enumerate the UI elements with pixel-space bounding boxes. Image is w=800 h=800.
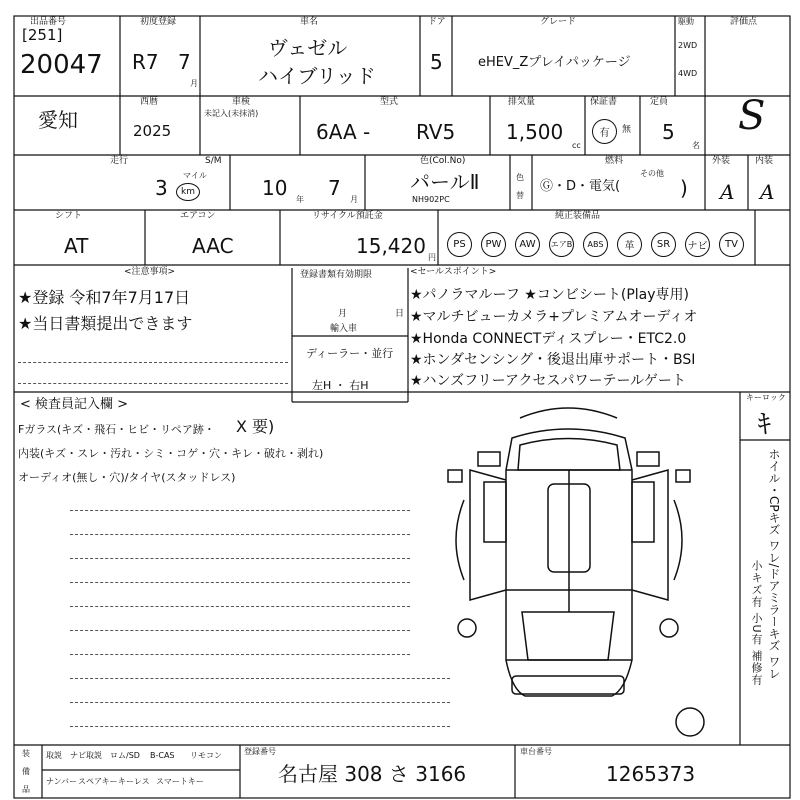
inspector-dash-line (70, 630, 410, 631)
aircon-value: AAC (192, 234, 234, 258)
sales-point-5: ★ハンズフリーアクセスパワーテールゲート (410, 373, 686, 389)
attachment-item: ナビ取説 (70, 751, 102, 760)
chassis-label: 車台番号 (520, 747, 552, 756)
equipment-item: SR (651, 232, 676, 257)
day-label: 日 (395, 309, 405, 319)
shift-value: AT (64, 234, 89, 258)
car-name-label: 車名 (300, 17, 319, 27)
inspector-dash-line (70, 678, 450, 679)
score-value: S (738, 93, 766, 139)
warranty-label: 保証書 (590, 97, 618, 107)
inspector-dash-line (70, 702, 450, 703)
auction-no-label: 出品番号 (30, 17, 67, 27)
attach-label-2: 備 (22, 767, 30, 776)
fuel-other: その他 (640, 169, 664, 178)
model-code: RV5 (416, 120, 456, 144)
sales-point-4: ★ホンダセンシング・後退出庫サポート・BSI (410, 352, 696, 368)
attachment-item: ナンバー (46, 777, 78, 786)
inspector-dash-line (70, 582, 410, 583)
shaken-note: 未記入(未抹消) (204, 109, 259, 118)
shaken-month: 7 (328, 176, 341, 200)
inspector-line-3: オーディオ(無し・穴)/タイヤ(スタッドレス) (18, 471, 236, 484)
drive-2wd: 2WD (678, 41, 698, 50)
attachment-item: ロム/SD (110, 751, 140, 760)
recycle-value: 15,420 (356, 234, 426, 258)
inspector-dash-line (70, 510, 410, 511)
model-year-value: 2025 (133, 122, 172, 140)
equipment-item: ナビ (685, 232, 710, 257)
reg-date-label: 登録書類有効期限 (300, 270, 373, 280)
color-code: NH902PC (412, 195, 450, 204)
shaken-year: 10 (262, 176, 288, 200)
equipment-item: AW (515, 232, 540, 257)
model-year-label: 西暦 (140, 97, 159, 107)
attach-label-3: 品 (22, 785, 30, 794)
equipment-item: TV (719, 232, 744, 257)
equipment-item: ABS (583, 232, 608, 257)
sales-point-2: ★マルチビューカメラ+プレミアムオーディオ (410, 309, 698, 325)
inspector-dash-line (70, 726, 450, 727)
equipment-item: PW (481, 232, 506, 257)
fuel-close: ) (680, 176, 688, 200)
attachment-item: リモコン (190, 751, 222, 760)
equipment-label: 純正装備品 (555, 211, 601, 221)
color-label: 色(Col.No) (420, 156, 466, 166)
recycle-unit: 円 (428, 253, 436, 262)
car-name-2: ハイブリッド (258, 64, 376, 88)
fuel-label: 燃料 (605, 156, 624, 166)
reg-month: 7 (178, 50, 191, 74)
key-label: キーロック (746, 393, 786, 402)
color-change-2: 替 (516, 191, 524, 200)
attachment-item: 取説 (46, 751, 62, 760)
attachment-item: キーレス (118, 777, 150, 786)
plate-label: 登録番号 (244, 747, 276, 756)
inspector-line-1b: X 要) (236, 417, 275, 436)
capacity-value: 5 (662, 120, 675, 144)
drive-4wd: 4WD (678, 69, 698, 78)
cc-value: 1,500 (506, 120, 564, 144)
key-mark-icon: ｷ (758, 410, 772, 440)
notes-line-1: ★登録 令和7年7月17日 (18, 288, 191, 307)
shaken-month-unit: 月 (350, 195, 358, 204)
grade-label: グレード (540, 17, 577, 27)
displacement-label: 排気量 (508, 97, 536, 107)
chassis-value: 1265373 (606, 762, 696, 786)
capacity-label: 定員 (650, 97, 669, 107)
month-label: 月 (338, 309, 348, 319)
import-label: 輸入車 (330, 324, 358, 334)
mileage-label: 走行 (110, 156, 129, 166)
sales-point-1: ★パノラマルーフ ★コンビシート(Play専用) (410, 287, 689, 303)
grade-value: eHEV_Zプレイパッケージ (478, 55, 631, 70)
shaken-year-unit: 年 (296, 195, 304, 204)
region-value: 愛知 (38, 108, 78, 132)
interior-grade: A (760, 180, 775, 204)
inspector-label: < 検査員記入欄 > (20, 397, 129, 412)
plate-value: 名古屋 308 さ 3166 (278, 762, 467, 786)
first-reg-label: 初度登録 (140, 17, 177, 27)
mileage-value: 3 (155, 176, 168, 200)
inspector-line-2: 内装(キズ・スレ・汚れ・シミ・コゲ・穴・キレ・破れ・剥れ) (18, 447, 324, 460)
attachment-item: B-CAS (150, 751, 175, 760)
equipment-item: PS (447, 232, 472, 257)
model-label: 型式 (380, 97, 399, 107)
attachment-item: スペアキー (78, 777, 118, 786)
lot-prefix: [251] (22, 26, 63, 44)
aircon-label: エアコン (180, 211, 216, 221)
inspector-dash-line (70, 534, 410, 535)
sales-points-label: <セールスポイント> (410, 267, 497, 277)
shift-label: シフト (55, 211, 83, 221)
shaken-label: 車検 (232, 97, 251, 107)
color-change-1: 色 (516, 173, 524, 182)
interior-label: 内装 (755, 156, 774, 166)
inspector-dash-line (70, 654, 410, 655)
reg-month-unit: 月 (190, 79, 198, 88)
meter-label: S/M (205, 156, 222, 166)
inspector-dash-line (70, 558, 410, 559)
mileage-unit-top: マイル (183, 171, 207, 180)
warranty-yes-circled: 有 (592, 119, 617, 144)
fuel-value: Ⓖ・D・電気( (540, 179, 621, 194)
equipment-item: 革 (617, 232, 642, 257)
attachment-item: スマートキー (156, 777, 204, 786)
notes-label: <注意事項> (124, 267, 176, 277)
import-dealer: ディーラー・並行 (306, 347, 394, 360)
score-label: 評価点 (730, 17, 758, 27)
side-note-1: ホイル・CPキズ ワレ/ドアミラーキズ ワレ (767, 448, 781, 680)
side-note-2: 小キズ有 小U有 補修有 (750, 560, 763, 687)
exterior-label: 外装 (712, 156, 731, 166)
inspector-dash-line (70, 606, 410, 607)
import-steer: 左H ・ 右H (312, 379, 369, 392)
capacity-unit: 名 (692, 141, 700, 150)
doors-label: ドア (428, 17, 446, 27)
attach-label-1: 装 (22, 749, 30, 758)
color-name: パールⅡ (410, 170, 480, 194)
cc-unit: cc (572, 141, 581, 150)
notes-line-2: ★当日書類提出できます (18, 314, 193, 333)
recycle-label: リサイクル預託金 (312, 211, 383, 221)
equipment-item: エアB (549, 232, 574, 257)
mileage-unit-circled: km (176, 183, 200, 201)
drive-label: 駆動 (678, 17, 694, 26)
reg-era: R7 (132, 50, 159, 74)
model-prefix: 6AA - (316, 120, 371, 144)
warranty-no: 無 (622, 125, 632, 135)
doors-value: 5 (430, 50, 443, 74)
inspector-line-1: Fガラス(キズ・飛石・ヒビ・リペア跡・ (18, 423, 215, 436)
car-name-1: ヴェゼル (268, 36, 348, 60)
sales-point-3: ★Honda CONNECTディスプレー・ETC2.0 (410, 331, 687, 347)
exterior-grade: A (720, 180, 735, 204)
lot-number: 20047 (20, 50, 103, 80)
